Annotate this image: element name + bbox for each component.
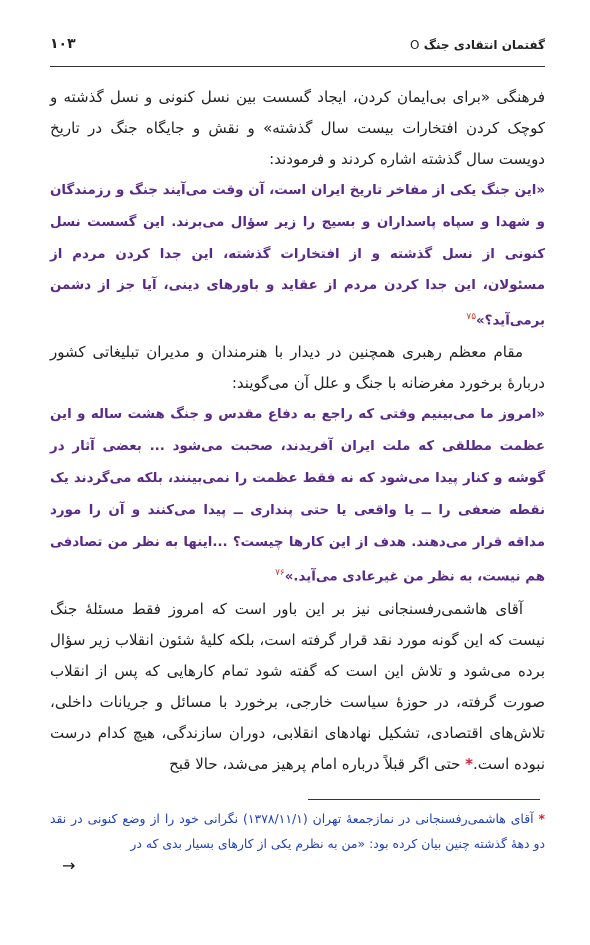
quote-1-text: «این جنگ یکی از مفاخر تاریخ ایران است، آن وقت می‌آیند جنگ و رزمندگان و شهدا و سپاه پاسداران و بسیج را زیر سؤال می‌برند. این گسست نسل کنونی از نسل گذشته و از افتخارات گذشته، این جدا کردن مردم از مسئولان، این جدا کردن مردم از عقاید و باورهای دینی، آیا جز از دشمن برمی‌آید؟» (50, 183, 545, 329)
paragraph-3-tail: حتی اگر قبلاً درباره امام پرهیز می‌شد، حالا قبح (169, 754, 466, 773)
running-title-text: گفتمان انتقادی جنگ (423, 38, 545, 52)
endnote-ref-76[interactable]: ۷۶ (275, 568, 285, 579)
main-text (50, 82, 545, 780)
endnote-ref-75[interactable]: ۷۵ (466, 312, 477, 323)
quote-1 (50, 175, 545, 337)
continue-arrow-icon: → (62, 856, 76, 875)
paragraph-2: مقام معظم رهبری همچنین در دیدار با هنرمندان و مدیران تبلیغاتی کشور دربارهٔ برخورد مغرضانه با جنگ و علل آن می‌گویند: (50, 343, 545, 393)
quote-2-text: «امروز ما می‌بینیم وقتی که راجع به دفاع مقدس و جنگ هشت ساله و این عظمت مطلقی که ملت ایران آفریدند، صحبت می‌شود ... بعضی آثار در گوشه و کنار پیدا می‌شود که نه فقط عظمت را نمی‌بینند، بلکه می‌گردند یک نقطه ضعفی را ــ یا واقعی یا حتی پنداری ــ پیدا می‌کنند و آن را مورد مداقه قرار می‌دهند. هدف از این کارها چیست؟ ...اینها به نظر من تصادفی هم نیست، به نظر من غیرعادی می‌آید.» (50, 407, 545, 585)
paragraph-3-text: آقای هاشمی‌رفسنجانی نیز بر این باور است که امروز فقط مسئلهٔ جنگ نیست که این گونه مورد نقد قرار گرفته است، بلکه کلیهٔ شئون انقلاب زیر سؤال برده می‌شود و تلاش این است که گفته شود تمام کارهایی که پس از انقلاب صورت گرفته، در حوزهٔ سیاست خارجی، برخورد با مسائل و جریانات داخلی، تلاش‌های اقتصادی، تشکیل نهادهای انقلابی، دوران سازندگی، هیچ کدام درست نبوده است. (50, 599, 545, 773)
footnote-divider (308, 799, 540, 800)
running-title (406, 38, 545, 52)
paragraph-3 (50, 594, 545, 780)
header-divider (50, 66, 545, 67)
footnote-star-marker[interactable]: * (465, 754, 473, 773)
footnote (50, 806, 545, 856)
footnote-star: * (538, 811, 545, 826)
paragraph-1: فرهنگی «برای بی‌ایمان کردن، ایجاد گسست بین نسل کنونی و نسل گذشته و کوچک کردن افتخارات بیست سال گذشته» و نقش و جایگاه جنگ در تاریخ دویست سال گذشته اشاره کردند و فرمودند: (50, 88, 545, 168)
page-header (50, 36, 545, 60)
page-number: ۱۰۳ (50, 36, 76, 52)
footnote-text: آقای هاشمی‌رفسنجانی در نمازجمعهٔ تهران (۱۳۷۸/۱۱/۱) نگرانی خود را از وضع کنونی در نقد دو دههٔ گذشته چنین بیان کرده بود: «من به نظرم یکی از کارهای بسیار بدی که در (50, 811, 545, 851)
circle-bullet-icon: O (410, 38, 420, 52)
quote-2 (50, 399, 545, 593)
